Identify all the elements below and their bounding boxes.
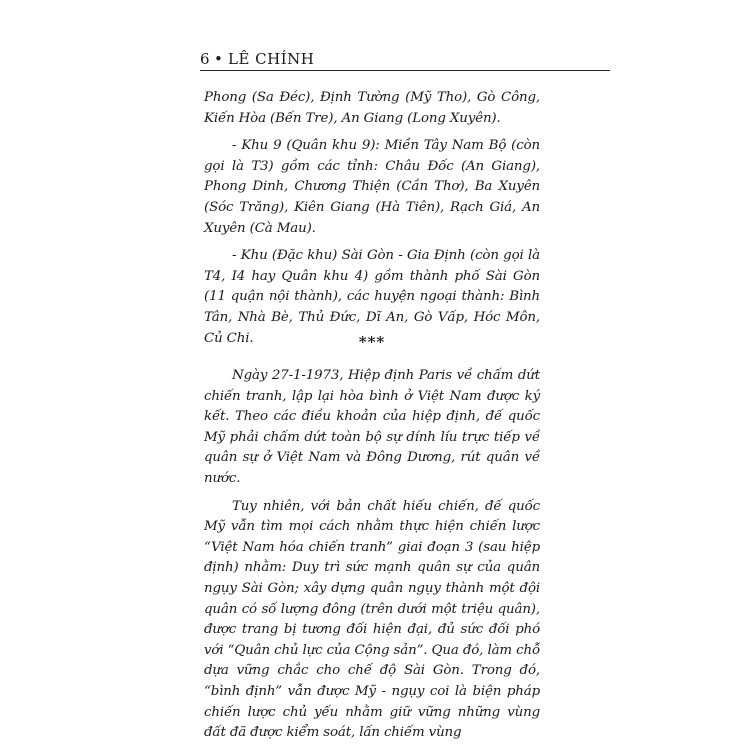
running-header [200, 50, 610, 72]
paragraph-vietnamization: Tuy nhiên, với bản chất hiếu chiến, đế quốc Mỹ vẫn tìm mọi cách nhằm thực hiện chiến lược “Việt Nam hóa chiến tranh” giai đoạn 3 (sau hiệp định) nhằm: Duy trì sức mạnh quân sự của quân ngụy Sài Gòn; xây dựng quân ngụy thành một đội quân có số lượng đông (trên dưới một triệu quân), được trang bị tương đối hiện đại, đủ sức đối phó với “Quân chủ lực của Cộng sản”. Qua đó, làm chỗ dựa vững chắc cho chế độ Sài Gòn. Trong đó, “bình định” vẫn được Mỹ - ngụy coi là biện pháp chiến lược chủ yếu nhằm giữ vững những vùng đất đã được kiểm soát, lấn chiếm vùng [204, 498, 540, 741]
page-number: 6 [200, 50, 211, 68]
paragraph-continued: Phong (Sa Đéc), Định Tường (Mỹ Tho), Gò Công, Kiến Hòa (Bến Tre), An Giang (Long Xuyên). [204, 90, 540, 126]
paragraph-paris-agreement: Ngày 27-1-1973, Hiệp định Paris về chấm dứt chiến tranh, lập lại hòa bình ở Việt Nam được ký kết. Theo các điều khoản của hiệp định, đế quốc Mỹ phải chấm dứt toàn bộ sự dính líu trực tiếp về quân sự ở Việt Nam và Đông Dương, rút quân về nước. [204, 368, 540, 486]
header-rule [200, 70, 610, 71]
text-block-paris-accords [204, 366, 540, 751]
paragraph-khu-saigon: - Khu (Đặc khu) Sài Gòn - Gia Định (còn gọi là T4, I4 hay Quân khu 4) gồm thành phố Sài Gòn (11 quận nội thành), các huyện ngoại thành: Bình Tân, Nhà Bè, Thủ Đức, Dĩ An, Gò Vấp, Hóc Môn, Củ Chi. [204, 248, 540, 346]
paragraph-khu-9: - Khu 9 (Quân khu 9): Miền Tây Nam Bộ (còn gọi là T3) gồm các tỉnh: Châu Đốc (An Giang), Phong Dinh, Chương Thiện (Cần Thơ), Ba Xuyên (Sóc Trăng), Kiên Giang (Hà Tiên), Rạch Giá, An Xuyên (Cà Mau). [204, 138, 540, 236]
header-author: LÊ CHÍNH [228, 50, 315, 68]
header-separator: • [214, 50, 224, 68]
section-separator: *** [358, 333, 386, 351]
text-block-regions [204, 88, 540, 356]
